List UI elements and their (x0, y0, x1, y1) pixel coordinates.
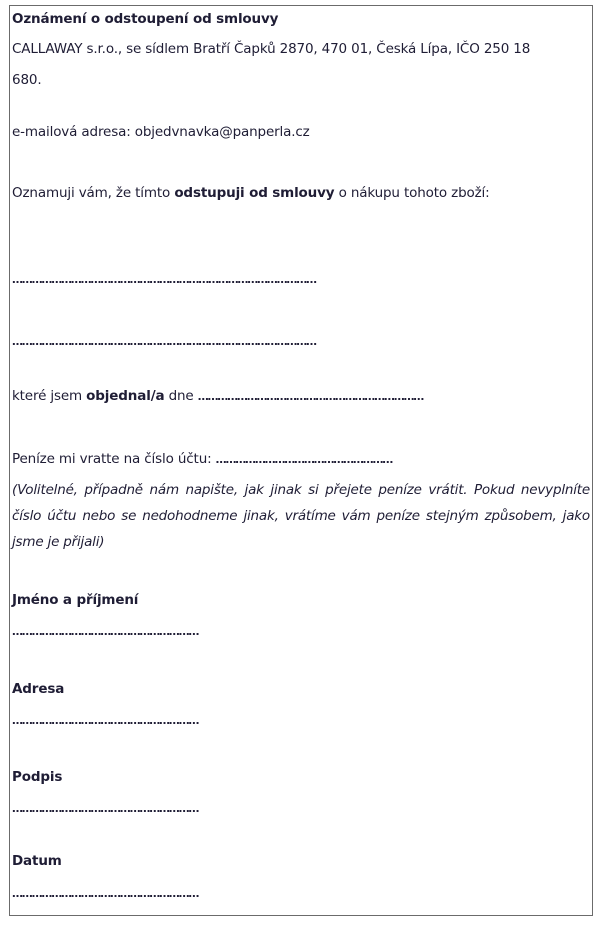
form-title: Oznámení o odstoupení od smlouvy (12, 11, 279, 27)
ordered-on-line (12, 383, 423, 410)
ordered-text-after: dne (164, 388, 198, 404)
order-date-blank: …………………………………………………………… (197, 390, 424, 403)
date-label: Datum (12, 853, 62, 869)
ordered-text-bold: objednal/a (86, 388, 165, 404)
account-number-blank: ……………………………………………… (215, 453, 393, 466)
company-info-continued: 680. (12, 72, 42, 88)
date-blank: ………………………………………………… (12, 887, 199, 900)
optional-refund-note: (Volitelné, případně nám napište, jak jinak si přejete peníze vrátit. Pokud nevyplníte číslo účtu nebo se nedohodneme jinak, vrátíme vám peníze stejným způsobem, jako jsme je přijali) (12, 482, 590, 550)
goods-blank-2: ………………………………………………………………………………… (12, 335, 316, 348)
address-label: Adresa (12, 681, 65, 697)
signature-blank: ………………………………………………… (12, 802, 199, 815)
email-line: e-mailová adresa: objedvnavka@panperla.cz (12, 124, 310, 140)
company-info: CALLAWAY s.r.o., se sídlem Bratří Čapků 2870, 470 01, Česká Lípa, IČO 250 18 (12, 41, 531, 57)
refund-label: Peníze mi vratte na číslo účtu: (12, 451, 216, 467)
ordered-text-before: které jsem (12, 388, 87, 404)
address-blank: ………………………………………………… (12, 714, 199, 727)
notice-text-after: o nákupu tohoto zboží: (334, 185, 490, 201)
goods-blank-1: ………………………………………………………………………………… (12, 273, 316, 286)
notice-text-before: Oznamuji vám, že tímto (12, 185, 175, 201)
notice-text-bold: odstupuji od smlouvy (174, 185, 335, 201)
name-label: Jméno a příjmení (12, 592, 139, 608)
refund-account-line (12, 446, 392, 473)
withdrawal-notice (12, 180, 490, 206)
signature-label: Podpis (12, 769, 63, 785)
name-blank: ………………………………………………… (12, 625, 199, 638)
